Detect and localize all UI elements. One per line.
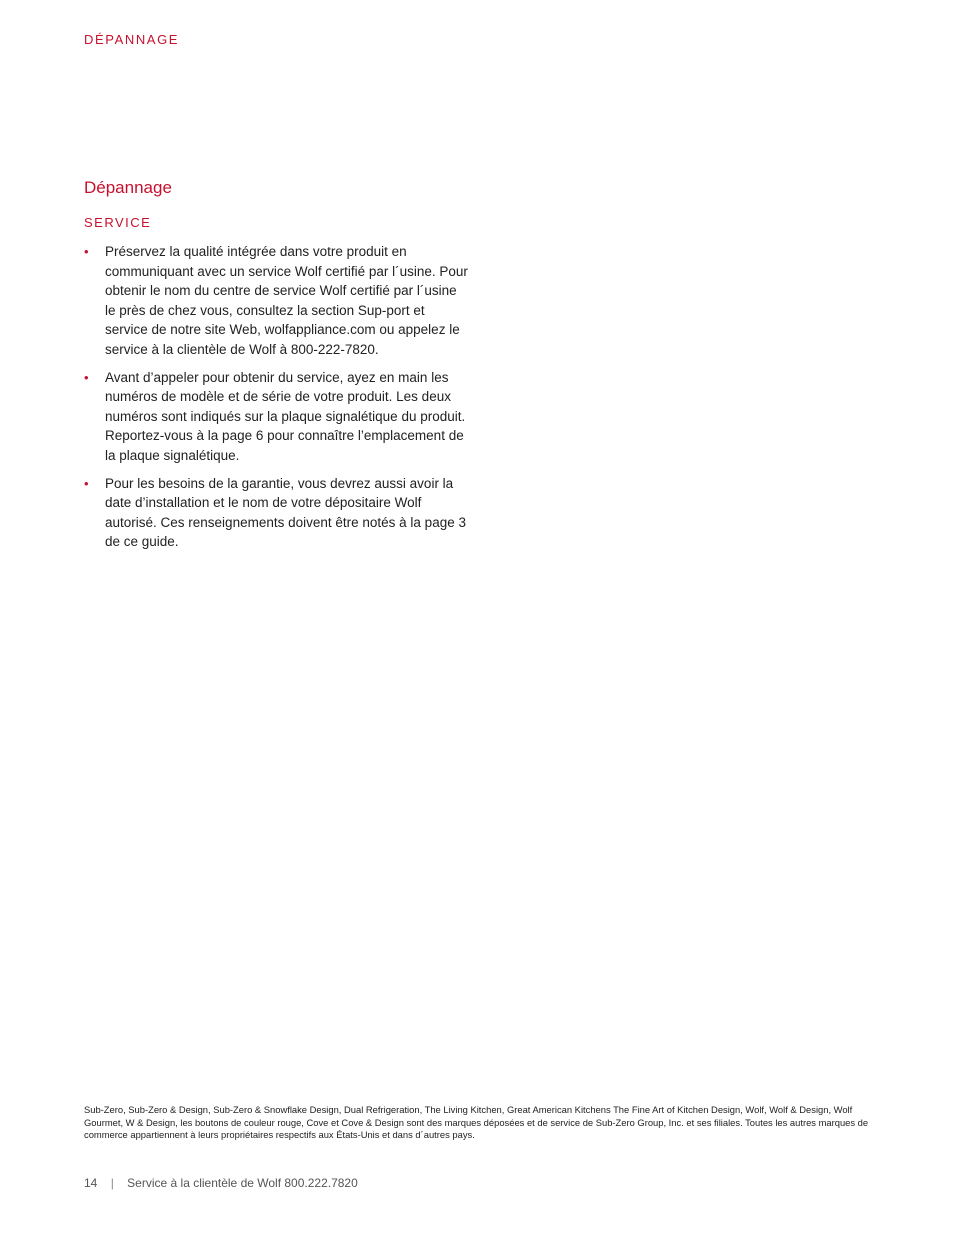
bullet-dot-icon: •	[84, 244, 89, 259]
running-header: DÉPANNAGE	[84, 32, 180, 47]
bullet-list	[84, 242, 469, 560]
footer-text: Service à la clientèle de Wolf 800.222.7820	[127, 1176, 358, 1190]
bullet-dot-icon: •	[84, 475, 89, 491]
list-item	[84, 474, 469, 552]
bullet-text: Avant d’appeler pour obtenir du service, ayez en main les numéros de modèle et de série de votre produit. Les deux numéros sont indiqués sur la plaque signalétique du produit. Reportez-vous à la page 6 pour connaître l’emplacement de la plaque signalétique.	[105, 369, 466, 463]
bullet-text: Pour les besoins de la garantie, vous devrez aussi avoir la date d’installation et le nom de votre dépositaire Wolf autorisé. Ces renseignements doivent être notés à la page 3 de ce guide.	[105, 475, 466, 550]
list-item	[84, 368, 469, 466]
bullet-dot-icon: •	[84, 369, 89, 385]
section-title: Dépannage	[84, 178, 172, 197]
footer-separator: |	[110, 1176, 114, 1190]
page-number: 14	[84, 1176, 98, 1190]
subsection-title: SERVICE	[84, 215, 152, 230]
bullet-text: Préservez la qualité intégrée dans votre produit en communiquant avec un service Wolf certifié par l´usine. Pour obtenir le nom du centre de service Wolf certifié par l´usine le près de chez vous, consultez la section Sup-port et service de notre site Web, wolfappliance.com ou appelez le service à la clientèle de Wolf à 800-222-7820.	[105, 244, 468, 357]
page-footer	[84, 1176, 358, 1190]
list-item	[84, 242, 469, 360]
legal-notice: Sub-Zero, Sub-Zero & Design, Sub-Zero & Snowflake Design, Dual Refrigeration, The Living Kitchen, Great American Kitchens The Fine Art of Kitchen Design, Wolf, Wolf & Design, Wolf Gourmet, W & Design, les boutons de couleur rouge, Cove et Cove & Design sont des marques déposées et de service de Sub-Zero Group, Inc. et ses filiales. Toutes les autres marques de commerce appartiennent à leurs propriétaires respectifs aux États-Unis et dans d´autres pays.	[84, 1104, 869, 1141]
